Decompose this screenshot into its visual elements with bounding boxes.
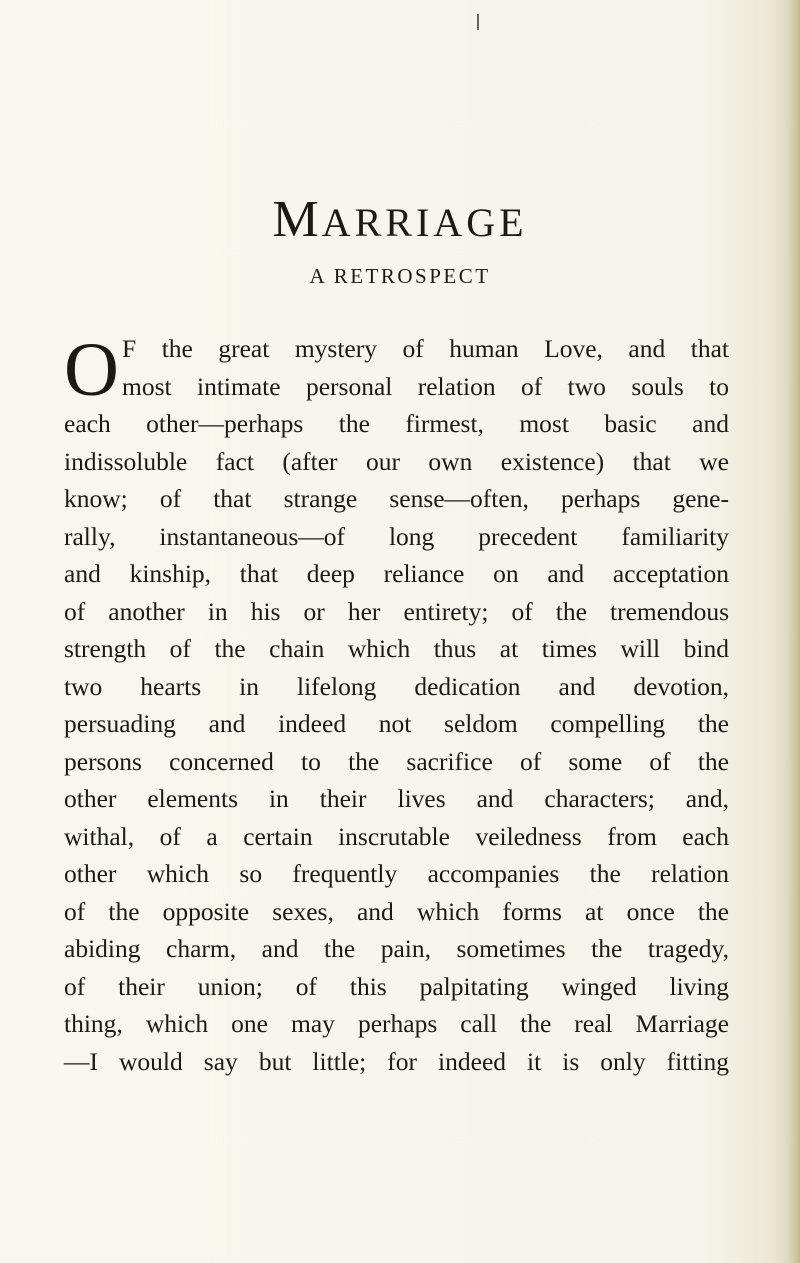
text-line: F the great mystery of human Love, and that — [122, 334, 729, 363]
text-line: of the opposite sexes, and which forms at once the — [64, 896, 729, 926]
text-line: most intimate personal relation of two souls to — [122, 371, 729, 401]
print-speck — [477, 14, 479, 30]
text-line: two hearts in lifelong dedication and devotion, — [64, 671, 729, 701]
text-line: withal, of a certain inscrutable veiledness from each — [64, 821, 729, 851]
chapter-subtitle: A RETROSPECT — [309, 264, 491, 288]
text-line: strength of the chain which thus at times will bind — [64, 634, 729, 663]
text-line: persuading and indeed not seldom compelling the — [64, 709, 729, 738]
title-initial: M — [272, 191, 322, 248]
title-rest: ARRIAGE — [321, 200, 528, 245]
text-line: of another in his or her entirety; of the tremendous — [64, 596, 729, 626]
text-line: abiding charm, and the pain, sometimes the tragedy, — [64, 934, 729, 963]
drop-cap: O — [64, 328, 119, 412]
text-line: know; of that strange sense—often, perhaps gene- — [64, 484, 729, 513]
text-line: other which so frequently accompanies the relation — [64, 859, 729, 888]
text-line: and kinship, that deep reliance on and acceptation — [64, 559, 729, 588]
text-line: —I would say but little; for indeed it is only fitting — [64, 1046, 729, 1076]
text-line: persons concerned to the sacrifice of some of the — [64, 746, 729, 776]
chapter-title — [0, 190, 800, 253]
text-line: other elements in their lives and characters; and, — [64, 784, 729, 813]
text-line: thing, which one may perhaps call the real Marriage — [64, 1009, 729, 1038]
text-line: of their union; of this palpitating winged living — [64, 971, 729, 1001]
text-line: indissoluble fact (after our own existence) that we — [64, 446, 729, 476]
text-line: each other—perhaps the firmest, most basic and — [64, 409, 729, 438]
text-line: rally, instantaneous—of long precedent familiarity — [64, 521, 729, 551]
body-paragraph — [64, 330, 729, 1080]
